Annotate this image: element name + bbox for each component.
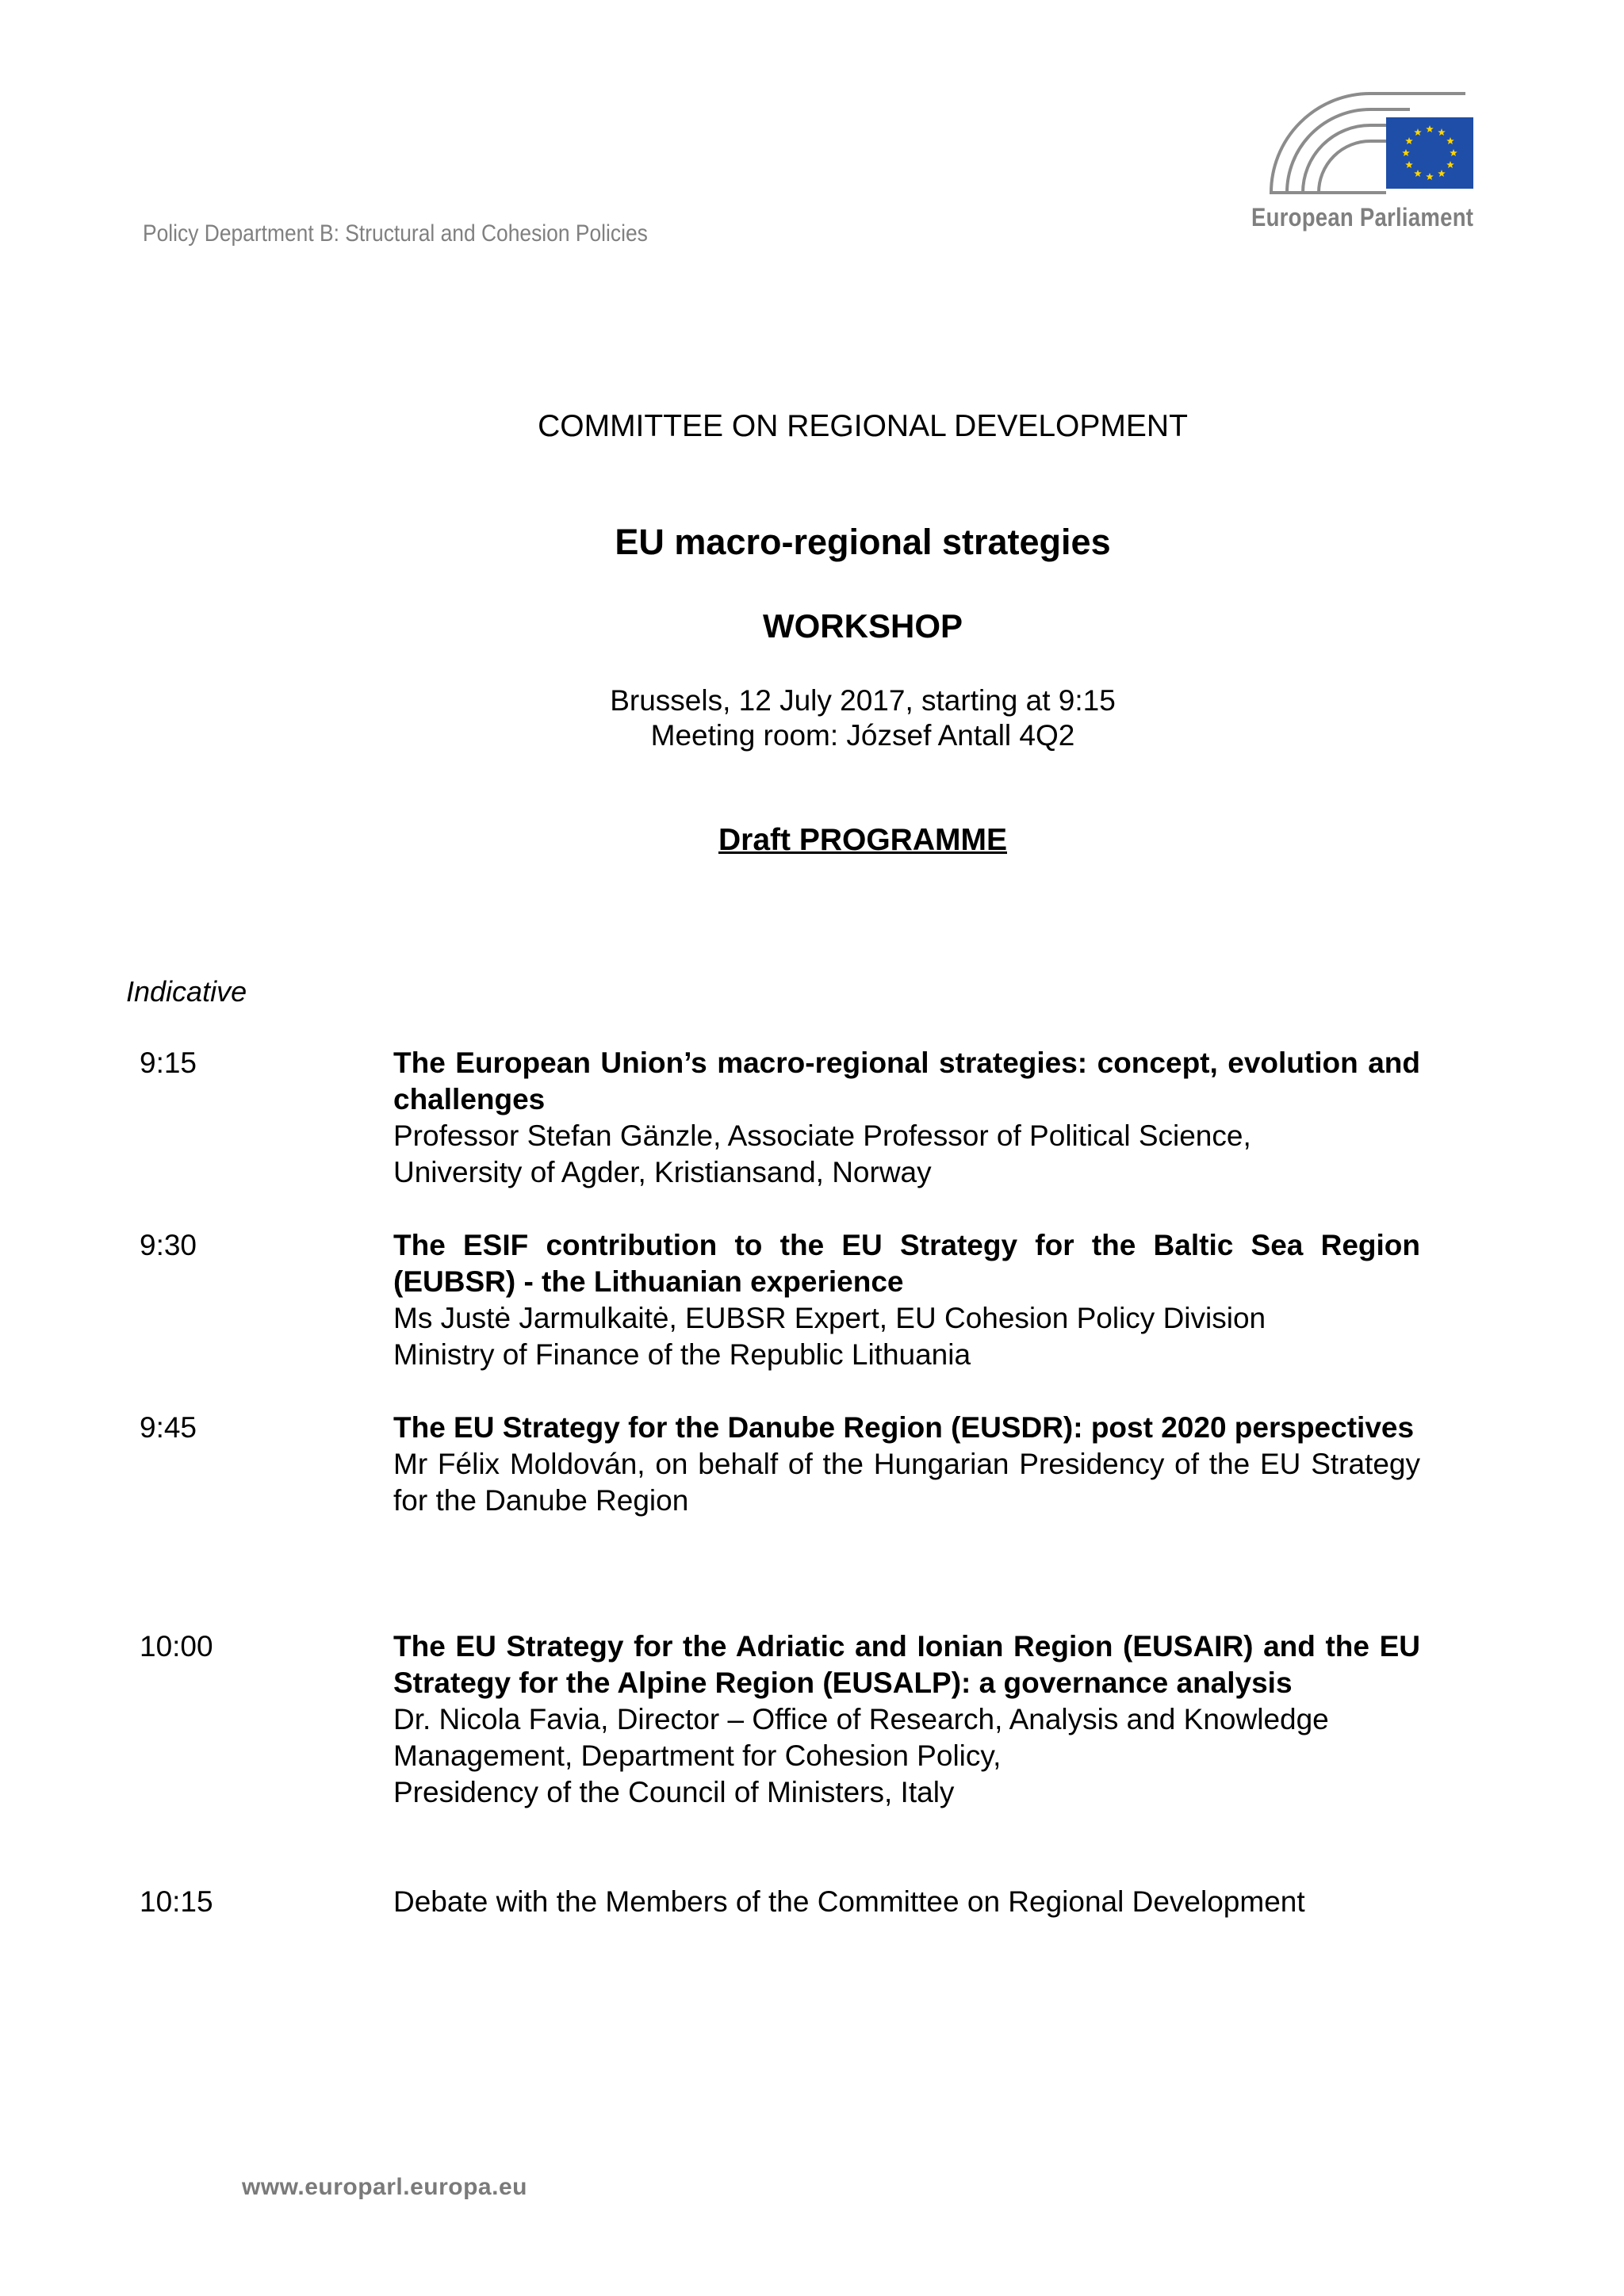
agenda-title: The EU Strategy for the Danube Region (EUSDR): post 2020 perspectives <box>393 1411 1415 1444</box>
agenda-time: 10:15 <box>140 1885 213 1918</box>
page-title: EU macro-regional strategies <box>615 522 1111 562</box>
agenda-time: 10:00 <box>140 1630 213 1663</box>
agenda-title: The European Union’s macro-regional strategies: concept, evolution and challenges <box>393 1047 1420 1115</box>
indicative-label: Indicative <box>126 975 247 1008</box>
meeting-room-line: Meeting room: József Antall 4Q2 <box>650 719 1075 752</box>
agenda-time: 9:15 <box>140 1047 197 1079</box>
event-date-line: Brussels, 12 July 2017, starting at 9:15 <box>610 684 1116 717</box>
agenda-speaker: Dr. Nicola Favia, Director – Office of Research, Analysis and Knowledge Management, Department for Cohesion Policy, Presidency of the Council of Ministers, Italy <box>393 1703 1329 1808</box>
hemicycle-flag-icon <box>1259 86 1473 201</box>
agenda-title: The EU Strategy for the Adriatic and Ionian Region (EUSAIR) and the EU Strategy for the Alpine Region (EUSALP): a governance analysis <box>393 1630 1420 1699</box>
agenda-time: 9:45 <box>140 1411 197 1444</box>
agenda-title: The ESIF contribution to the EU Strategy for the Baltic Sea Region (EUBSR) - the Lithuanian experience <box>393 1229 1420 1298</box>
department-label: Policy Department B: Structural and Cohesion Policies <box>143 220 648 247</box>
programme-heading: Draft PROGRAMME <box>718 823 1007 857</box>
agenda-time: 9:30 <box>140 1229 197 1261</box>
agenda-speaker: Debate with the Members of the Committee on Regional Development <box>393 1885 1305 1918</box>
website-url[interactable]: www.europarl.europa.eu <box>242 2174 527 2200</box>
agenda-speaker: Ms Justė Jarmulkaitė, EUBSR Expert, EU Cohesion Policy Division Ministry of Finance of the Republic Lithuania <box>393 1302 1266 1371</box>
event-type: WORKSHOP <box>763 607 963 645</box>
agenda-speaker: Mr Félix Moldován, on behalf of the Hungarian Presidency of the EU Strategy for the Danube Region <box>393 1448 1420 1517</box>
logo-wordmark: European Parliament <box>1251 203 1474 232</box>
committee-name: COMMITTEE ON REGIONAL DEVELOPMENT <box>538 409 1188 443</box>
agenda-speaker: Professor Stefan Gänzle, Associate Professor of Political Science, University of Agder, Kristiansand, Norway <box>393 1119 1251 1188</box>
event-location <box>0 683 1624 753</box>
european-parliament-logo <box>1251 86 1489 244</box>
